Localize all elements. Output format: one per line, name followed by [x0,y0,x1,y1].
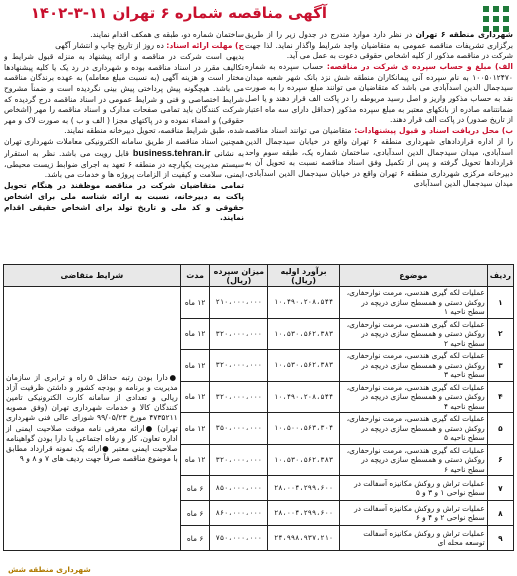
section-je-body: ده روز از تاریخ چاپ و انتشار آگهی [55,41,164,51]
row-subject: عملیات لکه گیری هندسی، مرمت نوارحفاری، روکش دستی و همسطح سازی دریچه در سطح ناحیه ۱ [339,287,487,319]
row-duration: ۱۲ ماه [180,350,210,382]
intro-lead: شهرداری منطقه ۶ تهران [415,30,513,39]
row-subject: عملیات تراش و روکش مکانیزه آسفالت در سطح نواحی ۲ و ۴ و ۶ [339,501,487,526]
right-text-column [245,30,513,262]
row-num: ۸ [487,501,513,526]
footer-signature: شهرداری منطقه شش [8,565,91,574]
left-para-4-bold: تمامی متقاضیان شرکت در مناقصه موظفند در هنگام تحویل پاکت به دبیرخانه، نسبت به ارائه شناسه ملی برای اشخاص حقوقی و کد ملی و تاریخ تولد برای اشخاص حقیقی اقدام نمایند. [4,181,244,223]
row-deposit: ۷۵۰،۰۰۰،۰۰۰ [210,526,268,551]
business-website-link[interactable]: business.tehran.ir [132,148,211,159]
row-duration: ۱۲ ماه [180,287,210,319]
left-para-3-pre: همچنین اسناد مناقصه از طریق سامانه الکترونیکی معاملات شهرداری تهران به نشانی [4,137,244,159]
tender-table [3,264,514,551]
intro-text: در نظر دارد موارد مندرج در جدول زیر را از طریق برگزاری تشریفات مناقصه عمومی به متقاضیان واجد شرایط واگذار نماید. لذا جهت شرکت در مناقصه مذکور از کلیه اشخاص حقوقی دعوت به عمل می آید. [245,30,513,61]
section-alef-body: حساب سپرده به شماره ۱۰۰۵۰۱۲۴۷۰ به نام سپرده آنی پیمانکاران منطقه شش نزد بانک شهر شعبه میدان سیدجمال الدین اسدآبادی می باشد که متقاضیان می توانند مبلغ سپرده را به صورت نقد به حساب مذکور واریز و اصل رسید مربوطه را در پاکت الف قرار دهند و یا اصل ضمانتنامه صادره از بانکهای معتبر به مبلغ سپرده مذکور (حداقل دارای سه ماه اعتبار از تاریخ صدور) در پاکت الف قرار دهند. [245,62,513,125]
row-duration: ۶ ماه [180,476,210,501]
left-para-2: بدیهی است شرکت در مناقصه و ارائه پیشنهاد به منزله قبول شرایط و تکالیف مقرر در اسناد مناقصه بوده و شهرداری در رد یک یا کلیه پیشنهادها مختار است و هزینه آگهی (به نسبت مبلغ معامله) به عهده برندگان مناقصه می باشد. هیچگونه پیش پرداختی پیش بینی نگردیده است و ضمناً مشروح شرایط اختصاصی و فنی و شرایط عمومی در اسناد مناقصه درج گردیده که شرکت کنندگان باید تمامی صفحات مدارک و اسناد مناقصه را مهر (اشخاص حقوقی) و امضاء نموده و در پاکتهای مجزا ( الف و ب ) به صورت لاک و مهر شده، طبق شرایط مناقصه، تحویل دبیرخانه منطقه نمایند. [4,52,244,136]
row-estimate: ۲۸،۰۰۴،۲۹۹،۶۰۰ [268,501,340,526]
row-estimate: ۱۰،۵۳۰،۵۶۲،۳۸۳ [268,318,340,350]
row-num: ۹ [487,526,513,551]
row-deposit: ۳۲۰،۰۰۰،۰۰۰ [210,381,268,413]
row-deposit: ۳۲۰،۰۰۰،۰۰۰ [210,318,268,350]
row-num: ۱ [487,287,513,319]
section-be-body: متقاضیان می توانند اسناد مناقصه را از اداره قراردادهای شهرداری منطقه ۶ تهران واقع در خیابان سیدجمال الدین اسدآبادی، میدان سیدجمال الدین اسدآبادی، ساختمان شماره یک، طبقه سوم واحد قراردادها تحویل گرفته و پس از تکمیل وفق اسناد مناقصه نسبت به تحویل آن به دبیرخانه مرکزی شهرداری منطقه ۶ تهران واقع در خیابان سیدجمال الدین اسدآبادی، میدان سیدجمال الدین اسدآبادی [245,126,513,189]
notice-title-text: آگهی مناقصه [228,4,327,22]
row-subject: عملیات تراش و روکش مکانیزه آسفالت توسعه محله ای [339,526,487,551]
header-duration: مدت [180,265,210,287]
left-para-1: ساختمان شماره دو، طبقه ی همکف اقدام نمایند. [90,30,244,39]
section-be-heading: ب) محل دریافت اسناد و قبول پیشنهادات: [354,126,513,136]
row-duration: ۱۲ ماه [180,444,210,476]
row-num: ۶ [487,444,513,476]
row-estimate: ۱۰،۴۹۰،۲۰۸،۵۴۴ [268,287,340,319]
row-estimate: ۱۰،۴۹۰،۲۰۸،۵۴۴ [268,381,340,413]
row-subject: عملیات لکه گیری هندسی، مرمت نوارحفاری، روکش دستی و همسطح سازی دریچه در سطح ناحیه ۴ [339,381,487,413]
row-subject: عملیات لکه گیری هندسی، مرمت نوارحفاری، روکش دستی و همسطح سازی دریچه در سطح ناحیه ۳ [339,350,487,382]
row-estimate: ۲۴،۹۹۸،۹۳۷،۲۱۰ [268,526,340,551]
tender-table-header [4,265,514,287]
row-estimate: ۱۰،۵۳۰،۵۶۲،۳۸۳ [268,444,340,476]
row-deposit: ۸۵۰،۰۰۰،۰۰۰ [210,476,268,501]
row-subject: عملیات لکه گیری هندسی، مرمت نوارحفاری، روکش دستی و همسطح سازی دریچه در سطح ناحیه ۶ [339,444,487,476]
header-subject: موضوع [339,265,487,287]
section-alef-heading: الف) مبلغ و حساب سپرده ی شرکت در مناقصه: [326,62,513,72]
row-deposit: ۸۶۰،۰۰۰،۰۰۰ [210,501,268,526]
row-num: ۳ [487,350,513,382]
row-num: ۷ [487,476,513,501]
row-estimate: ۱۰،۵۰۰،۵۶۳،۳۰۴ [268,413,340,445]
row-subject: عملیات تراش و روکش مکانیزه آسفالت در سطح نواحی ۱ و ۳ و ۵ [339,476,487,501]
table-row [4,287,514,319]
row-num: ۴ [487,381,513,413]
notice-number: شماره ۶ تهران ۱۱-۳-۱۴۰۲ [30,4,223,22]
notice-title [31,4,327,22]
applicant-conditions: ●دارا بودن رتبه حداقل ۵ راه و ترابری از سازمان مدیریت و برنامه و بودجه کشور و داشتن ظرفیت آزاد ریالی و تعدادی از سامانه کارت الکترونیکی تامین کنندگان کالا و خدمات شهرداری تهران (وفق مصوبه ۴۷۳۵۲۱۱ مورخ ۹۹/۰۵/۲۳ شورای عالی فنی شهرداری تهران) ●ارائه معرفی نامه موقت صلاحیت ایمنی از اداره تعاون، کار و رفاه اجتماعی یا دارا بودن گواهینامه صلاحیت ایمنی معتبر ●ارائه یک نمونه قرارداد مطابق با موضوع مناقصه صرفاً جهت ردیف های ۷ و ۸ و ۹ [4,287,181,551]
section-je-heading: ج) مهلت ارائه اسناد: [166,41,244,51]
row-num: ۲ [487,318,513,350]
row-duration: ۱۲ ماه [180,413,210,445]
header-num: ردیف [487,265,513,287]
row-subject: عملیات لکه گیری هندسی، مرمت نوارحفاری، روکش دستی و همسطح سازی دریچه در سطح ناحیه ۲ [339,318,487,350]
row-duration: ۶ ماه [180,526,210,551]
row-duration: ۶ ماه [180,501,210,526]
left-text-column [4,30,244,262]
row-deposit: ۲۱۰،۰۰۰،۰۰۰ [210,287,268,319]
row-estimate: ۱۰،۵۳۰،۵۶۲،۳۸۳ [268,350,340,382]
row-deposit: ۳۲۰،۰۰۰،۰۰۰ [210,444,268,476]
row-num: ۵ [487,413,513,445]
notice-header [0,0,517,30]
row-deposit: ۳۲۰،۰۰۰،۰۰۰ [210,350,268,382]
row-subject: عملیات لکه گیری هندسی، مرمت نوارحفاری، روکش دستی و همسطح سازی دریچه در سطح ناحیه ۵ [339,413,487,445]
header-deposit: میزان سپرده (ریال) [210,265,268,287]
row-estimate: ۲۸،۰۰۴،۲۹۹،۶۰۰ [268,476,340,501]
header-estimate: برآورد اولیه (ریال) [268,265,340,287]
row-duration: ۱۲ ماه [180,318,210,350]
header-conditions: شرایط متقاضی [4,265,181,287]
left-para-3-post: قابل رویت می باشد. نظر به استقرار سیستم مدیریت یکپارچه در منطقه ۶ تعهد به اجرای ضوابط زیست محیطی، ایمنی، سلامت و کیفیت از الزامات پروژه ها و خدمات می باشد. [4,149,244,180]
row-deposit: ۳۵۰،۰۰۰،۰۰۰ [210,413,268,445]
row-duration: ۱۲ ماه [180,381,210,413]
